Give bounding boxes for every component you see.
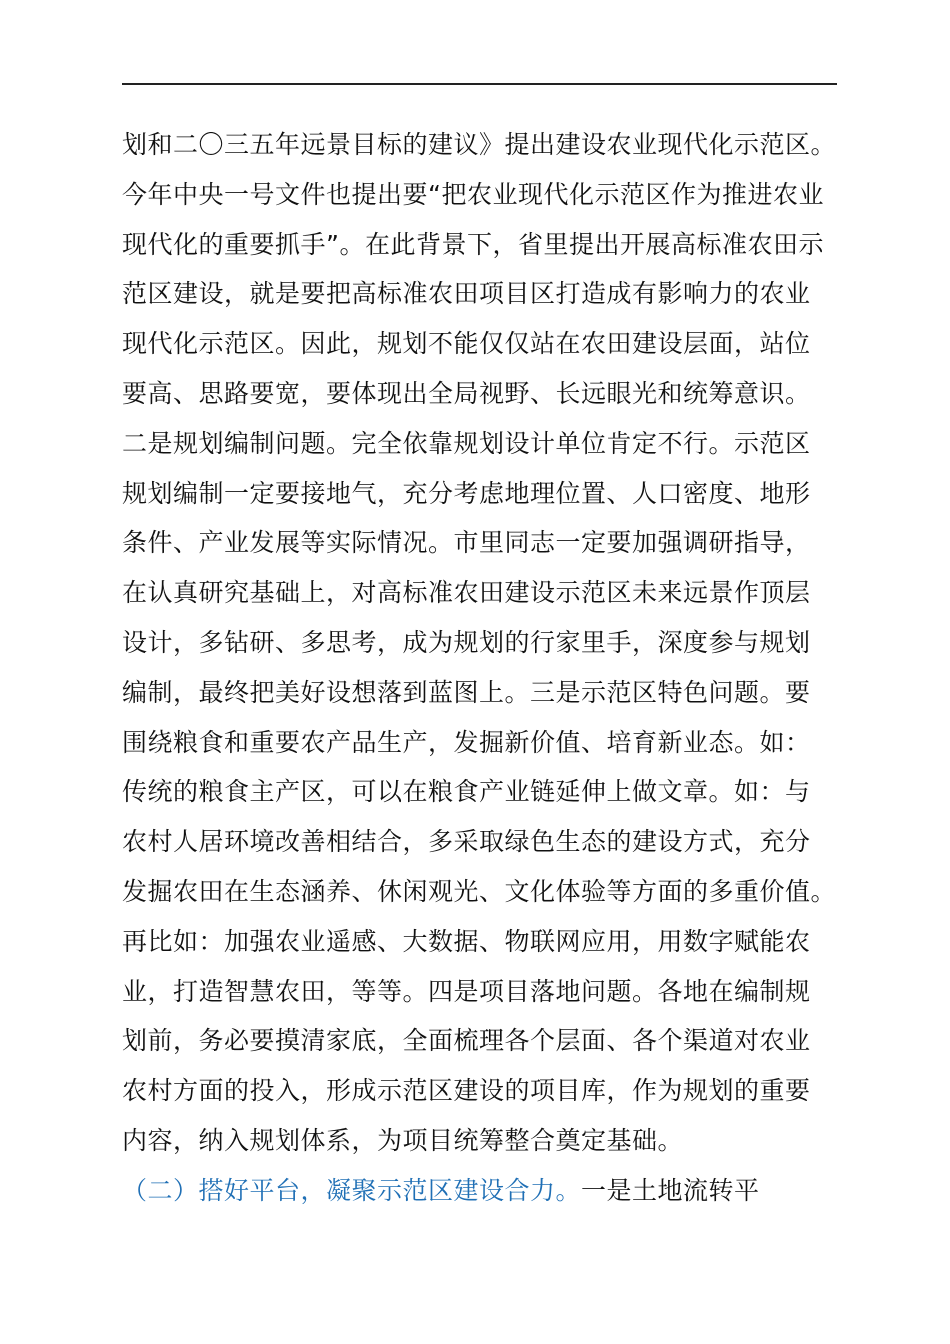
text-line: 条件、产业发展等实际情况。市里同志一定要加强调研指导， [122, 528, 811, 558]
text-line: 业，打造智慧农田，等等。四是项目落地问题。各地在编制规 [122, 976, 811, 1006]
text-line: 设计，多钻研、多思考，成为规划的行家里手，深度参与规划 [122, 627, 811, 657]
text-line: 现代化的重要抓手”。在此背景下，省里提出开展高标准农田示 [122, 229, 824, 259]
text-line: 发掘农田在生态涵养、休闲观光、文化体验等方面的多重价值。 [122, 876, 837, 906]
text-line: 现代化示范区。因此，规划不能仅仅站在农田建设层面，站位 [122, 329, 811, 359]
text-line: 规划编制一定要接地气，充分考虑地理位置、人口密度、地形 [122, 478, 811, 508]
text-line: 划前，务必要摸清家底，全面梳理各个层面、各个渠道对农业 [122, 1026, 811, 1056]
section-heading: （二）搭好平台，凝聚示范区建设合力。 [122, 1175, 582, 1205]
text-line: 内容，纳入规划体系，为项目统筹整合奠定基础。 [122, 1125, 684, 1155]
text-line: 传统的粮食主产区，可以在粮食产业链延伸上做文章。如：与 [122, 777, 811, 807]
text-line: 范区建设，就是要把高标准农田项目区打造成有影响力的农业 [122, 279, 811, 309]
text-line: 再比如：加强农业遥感、大数据、物联网应用，用数字赋能农 [122, 926, 811, 956]
text-line: 划和二〇三五年远景目标的建议》提出建设农业现代化示范区。 [122, 130, 837, 159]
body-text [122, 120, 842, 1216]
text-line: 在认真研究基础上，对高标准农田建设示范区未来远景作顶层 [122, 578, 811, 608]
text-line: 围绕粮食和重要农产品生产，发掘新价值、培育新业态。如： [122, 727, 811, 757]
section-continuation: 一是土地流转平 [581, 1175, 760, 1205]
text-line: 农村方面的投入，形成示范区建设的项目库，作为规划的重要 [122, 1076, 811, 1106]
header-rule [122, 83, 837, 85]
text-line: 编制，最终把美好设想落到蓝图上。三是示范区特色问题。要 [122, 677, 811, 707]
text-line: 二是规划编制问题。完全依靠规划设计单位肯定不行。示范区 [122, 428, 811, 458]
text-line: 农村人居环境改善相结合，多采取绿色生态的建设方式，充分 [122, 827, 811, 857]
text-line: 要高、思路要宽，要体现出全局视野、长远眼光和统筹意识。 [122, 378, 811, 408]
section-line [122, 1166, 842, 1216]
text-line: 今年中央一号文件也提出要“把农业现代化示范区作为推进农业 [122, 179, 824, 209]
